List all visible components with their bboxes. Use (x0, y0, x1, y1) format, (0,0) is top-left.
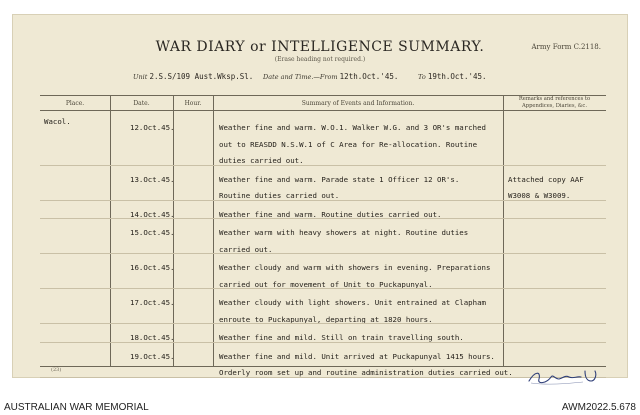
header-place: Place. (65, 99, 85, 107)
row-rule (40, 342, 606, 343)
to-label: To (418, 73, 426, 81)
row-rule (40, 253, 606, 254)
date-range-line (263, 72, 398, 81)
row-rule (40, 323, 606, 324)
date-time-label: Date and Time.—From (263, 73, 338, 81)
summary-line: Weather fine and mild. Unit arrived at Puckapunyal 1415 hours. (219, 351, 495, 361)
document-title: WAR DIARY or INTELLIGENCE SUMMARY. (155, 39, 485, 55)
header-date: Date. (133, 99, 150, 107)
to-date-value: 19th.Oct.'45. (427, 72, 487, 81)
row-date: 12.Oct.45. (130, 123, 175, 132)
row-place: Wacol. (44, 117, 71, 126)
row-rule (40, 165, 606, 166)
column-divider (503, 96, 504, 366)
summary-line: Weather fine and warm. Parade state 1 Officer 12 OR's. (219, 174, 460, 184)
remarks-line: Attached copy AAF (508, 174, 584, 184)
row-date: 19.Oct.45. (130, 351, 175, 361)
row-rule (40, 288, 606, 289)
to-date-line (418, 72, 487, 81)
caption-institution: AUSTRALIAN WAR MEMORIAL (4, 402, 149, 413)
unit-value: 2.S.S/109 Aust.Wksp.Sl. (149, 72, 254, 81)
column-divider (213, 96, 214, 366)
from-date-value: 12th.Oct.'45. (339, 72, 399, 81)
row-date: 14.Oct.45. (130, 209, 175, 219)
unit-line (133, 72, 253, 81)
row-date: 18.Oct.45. (130, 333, 175, 342)
summary-line: Weather fine and warm. W.O.1. Walker W.G. and 3 OR's marched (219, 123, 486, 132)
summary-line: carried out. (219, 244, 273, 254)
row-rule (40, 377, 606, 378)
summary-line: Weather warm with heavy showers at night. Routine duties (219, 228, 469, 237)
summary-line: duties carried out. (219, 156, 304, 165)
unit-label: Unit (133, 73, 148, 81)
header-hour: Hour. (184, 99, 202, 107)
war-diary-sheet (12, 14, 628, 378)
summary-line: Weather cloudy and warm with showers in evening. Preparations (219, 263, 491, 272)
summary-line: carried out for movement of Unit to Puckapunyal. (219, 279, 433, 289)
summary-line: out to REASDD N.S.W.1 of C Area for Re-allocation. Routine (219, 139, 478, 149)
row-rule (40, 200, 606, 201)
document-subtitle: (Erase heading not required.) (274, 56, 366, 63)
handwritten-signature (525, 365, 605, 389)
summary-line: Orderly room set up and routine administration duties carried out. (219, 368, 513, 377)
remarks-line: W3008 & W3009. (508, 191, 571, 200)
row-date: 13.Oct.45. (130, 174, 175, 184)
row-rule (40, 218, 606, 219)
caption-accession: AWM2022.5.678 (561, 402, 636, 413)
header-remarks: Remarks and references to Appendices, Diaries, &c. (518, 96, 591, 109)
summary-line: Weather cloudy with light showers. Unit entrained at Clapham (219, 298, 486, 307)
row-date: 15.Oct.45. (130, 228, 175, 237)
row-date: 16.Oct.45. (130, 263, 175, 272)
header-summary: Summary of Events and Information. (301, 99, 415, 107)
header-rule (40, 110, 606, 111)
army-form-number (532, 43, 602, 52)
column-divider (110, 96, 111, 366)
footer-mark: (23) (51, 367, 62, 373)
army-form-label: Army Form C.2118. (531, 43, 601, 51)
row-date: 17.Oct.45. (130, 298, 175, 307)
summary-line: Routine duties carried out. (219, 191, 340, 200)
summary-line: enroute to Puckapunyal, departing at 1820 hours. (219, 314, 433, 324)
summary-line: Weather fine and warm. Routine duties carried out. (219, 209, 442, 219)
summary-line: Weather fine and mild. Still on train travelling south. (219, 333, 464, 342)
